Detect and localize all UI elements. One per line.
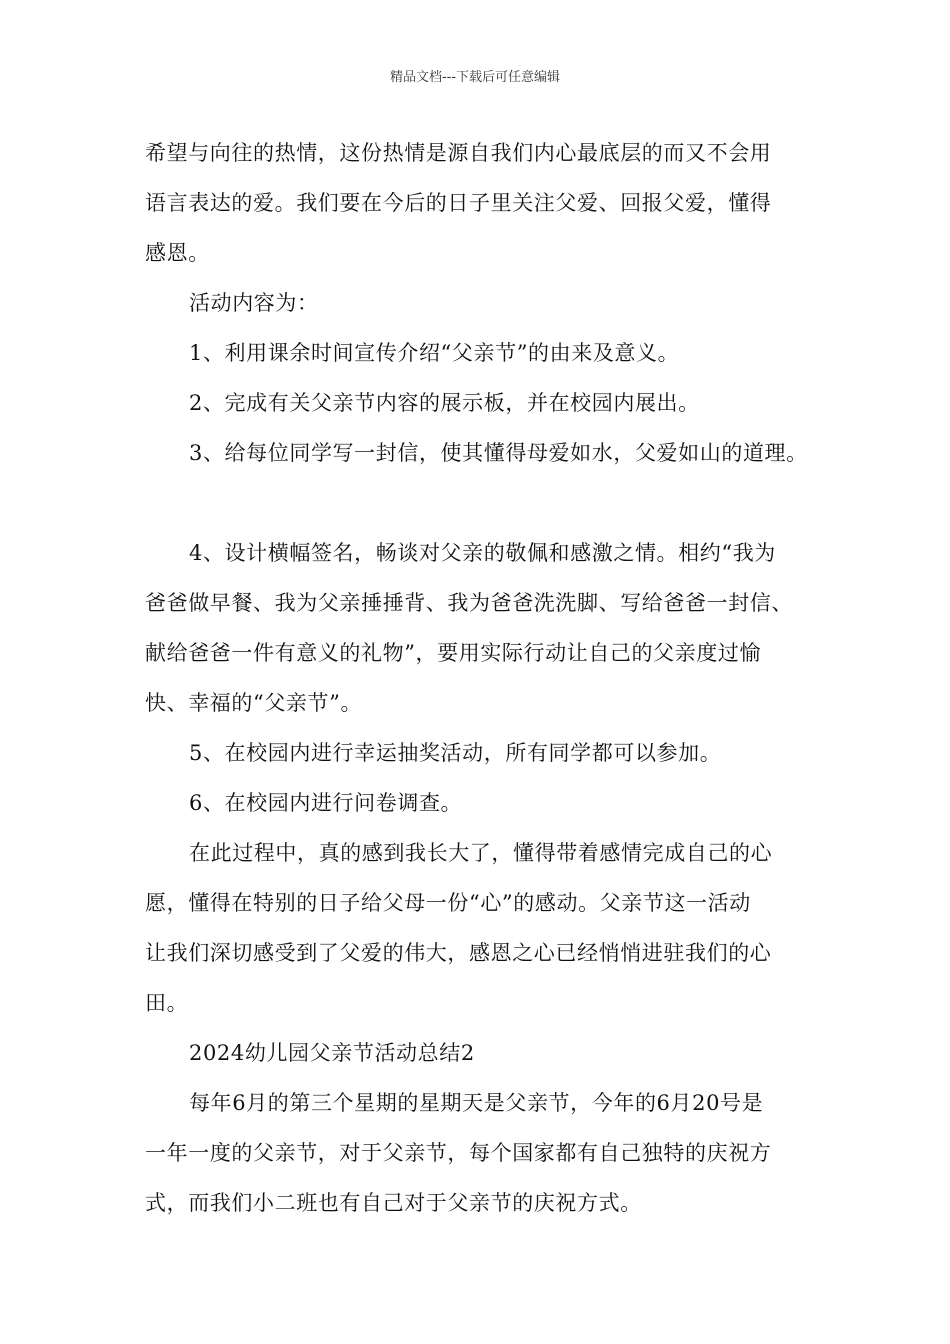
body-line: 献给爸爸一件有意义的礼物”，要用实际行动让自己的父亲度过愉: [145, 641, 762, 665]
list-item: 1、利用课余时间宣传介绍“父亲节”的由来及意义。: [189, 341, 680, 365]
page-header: 精品文档---下载后可任意编辑: [389, 70, 561, 85]
body-line: 让我们深切感受到了父爱的伟大，感恩之心已经悄悄进驻我们的心: [145, 941, 772, 965]
body-line: 每年6月的第三个星期的星期天是父亲节，今年的6月20号是: [189, 1091, 764, 1115]
list-item: 3、给每位同学写一封信，使其懂得母爱如水，父爱如山的道理。: [189, 441, 808, 465]
section-heading: 活动内容为：: [189, 291, 319, 315]
body-line: 式，而我们小二班也有自己对于父亲节的庆祝方式。: [145, 1191, 642, 1215]
list-item: 5、在校园内进行幸运抽奖活动，所有同学都可以参加。: [189, 741, 722, 765]
body-line: 希望与向往的热情，这份热情是源自我们内心最底层的而又不会用: [145, 141, 772, 165]
list-item: 6、在校园内进行问卷调查。: [189, 791, 463, 815]
body-line: 在此过程中，真的感到我长大了，懂得带着感情完成自己的心: [189, 841, 773, 865]
body-line: 爸爸做早餐、我为父亲捶捶背、我为爸爸洗洗脚、写给爸爸一封信、: [145, 591, 793, 615]
list-item: 2、完成有关父亲节内容的展示板，并在校园内展出。: [189, 391, 700, 415]
body-line: 田。: [145, 991, 189, 1015]
list-item: 4、设计横幅签名，畅谈对父亲的敬佩和感激之情。相约“我为: [189, 541, 776, 565]
document-body: [145, 128, 815, 1228]
body-line: 快、幸福的“父亲节”。: [145, 691, 363, 715]
body-line: 一年一度的父亲节，对于父亲节，每个国家都有自己独特的庆祝方: [145, 1141, 772, 1165]
body-line: 愿，懂得在特别的日子给父母一份“心”的感动。父亲节这一活动: [145, 891, 751, 915]
body-line: 语言表达的爱。我们要在今后的日子里关注父爱、回报父爱，懂得: [145, 191, 772, 215]
paragraph-gap: [145, 478, 815, 528]
section-title: 2024幼儿园父亲节活动总结2: [189, 1041, 475, 1065]
body-line: 感恩。: [145, 241, 210, 265]
